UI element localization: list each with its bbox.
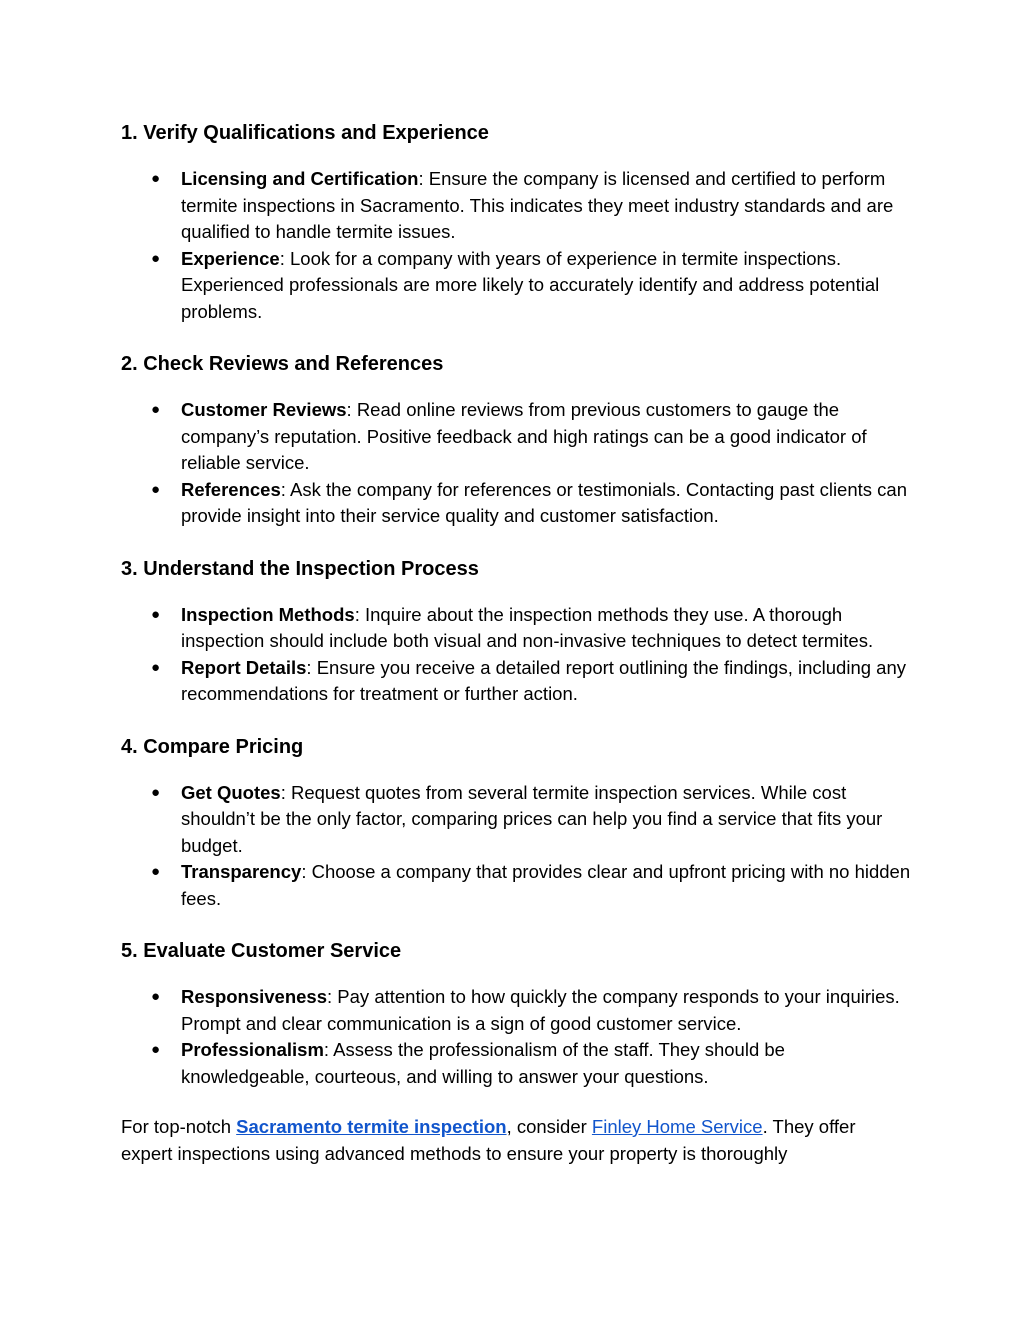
sacramento-termite-inspection-link[interactable]: Sacramento termite inspection: [236, 1116, 507, 1137]
item-term: Licensing and Certification: [181, 168, 419, 189]
list-item: [121, 397, 911, 477]
list-item: [121, 602, 911, 655]
list-item: [121, 166, 911, 246]
list-item: [121, 655, 911, 708]
bullet-icon: ●: [151, 249, 161, 267]
item-term: Report Details: [181, 656, 307, 678]
section-heading-qualifications: 1. Verify Qualifications and Experience: [121, 122, 489, 144]
section-heading-inspection-process: 3. Understand the Inspection Process: [121, 557, 479, 580]
item-text: : Assess the professionalism of the staff. They should be knowledgeable, courteous, and willing to answer your questions.: [181, 1039, 785, 1087]
item-term: Inspection Methods: [181, 603, 355, 625]
item-term: Get Quotes: [181, 781, 281, 803]
closing-middle: , consider: [506, 1116, 592, 1137]
bullet-list-customer-service: [121, 984, 911, 1090]
finley-home-service-link[interactable]: Finley Home Service: [591, 1116, 763, 1137]
section-heading-customer-service: 5. Evaluate Customer Service: [121, 940, 402, 962]
bullet-list-pricing: [121, 780, 911, 913]
item-text: : Inquire about the inspection methods they use. A thorough inspection should include both visual and non-invasive techniques to detect termites.: [181, 603, 874, 651]
item-term: References: [181, 478, 281, 500]
item-text: : Pay attention to how quickly the company responds to your inquiries. Prompt and clear communication is a sign of good customer service.: [181, 986, 900, 1034]
bullet-list-reviews: [121, 397, 911, 530]
bullet-icon: ●: [151, 170, 161, 187]
item-text: : Read online reviews from previous customers to gauge the company’s reputation. Positive feedback and high ratings can be a good indicator of reliable service.: [181, 399, 867, 473]
section-heading-pricing: 4. Compare Pricing: [121, 735, 304, 758]
item-term: Customer Reviews: [181, 399, 347, 420]
item-text: : Look for a company with years of experience in termite inspections. Experienced professionals are more likely to accurately identify and address potential problems.: [181, 247, 880, 322]
item-text: : Choose a company that provides clear and upfront pricing with no hidden fees.: [181, 861, 911, 909]
document-body: [121, 118, 911, 1167]
section-heading-reviews: 2. Check Reviews and References: [121, 353, 444, 375]
bullet-list-qualifications: [121, 166, 911, 325]
item-term: Experience: [181, 247, 280, 269]
bullet-icon: ●: [151, 605, 161, 623]
bullet-list-inspection-process: [121, 602, 911, 708]
closing-suffix: . They offer expert inspections using advanced methods to ensure your property is thoroughly: [121, 1116, 856, 1164]
item-term: Professionalism: [181, 1039, 324, 1060]
bullet-icon: ●: [151, 988, 161, 1005]
item-term: Transparency: [181, 861, 302, 882]
list-item: [121, 984, 911, 1037]
item-text: : Ask the company for references or testimonials. Contacting past clients can provide insight into their service quality and customer satisfaction.: [181, 478, 907, 526]
list-item: [121, 780, 911, 860]
item-text: : Request quotes from several termite inspection services. While cost shouldn’t be the only factor, comparing prices can help you find a service that fits your budget.: [181, 781, 883, 856]
closing-prefix: For top-notch: [121, 1116, 237, 1137]
bullet-icon: ●: [151, 480, 161, 498]
item-text: : Ensure you receive a detailed report outlining the findings, including any recommendations for treatment or further action.: [181, 656, 906, 704]
list-item: [121, 477, 911, 530]
bullet-icon: ●: [151, 1041, 161, 1058]
list-item: [121, 859, 911, 912]
bullet-icon: ●: [151, 863, 161, 880]
list-item: [121, 1037, 911, 1090]
closing-paragraph: [121, 1114, 911, 1167]
bullet-icon: ●: [151, 658, 161, 676]
item-term: Responsiveness: [181, 986, 328, 1007]
bullet-icon: ●: [151, 783, 161, 801]
bullet-icon: ●: [151, 401, 161, 418]
list-item: [121, 246, 911, 326]
item-text: : Ensure the company is licensed and certified to perform termite inspections in Sacramento. This indicates they meet industry standards and are qualified to handle termite issues.: [181, 168, 894, 242]
